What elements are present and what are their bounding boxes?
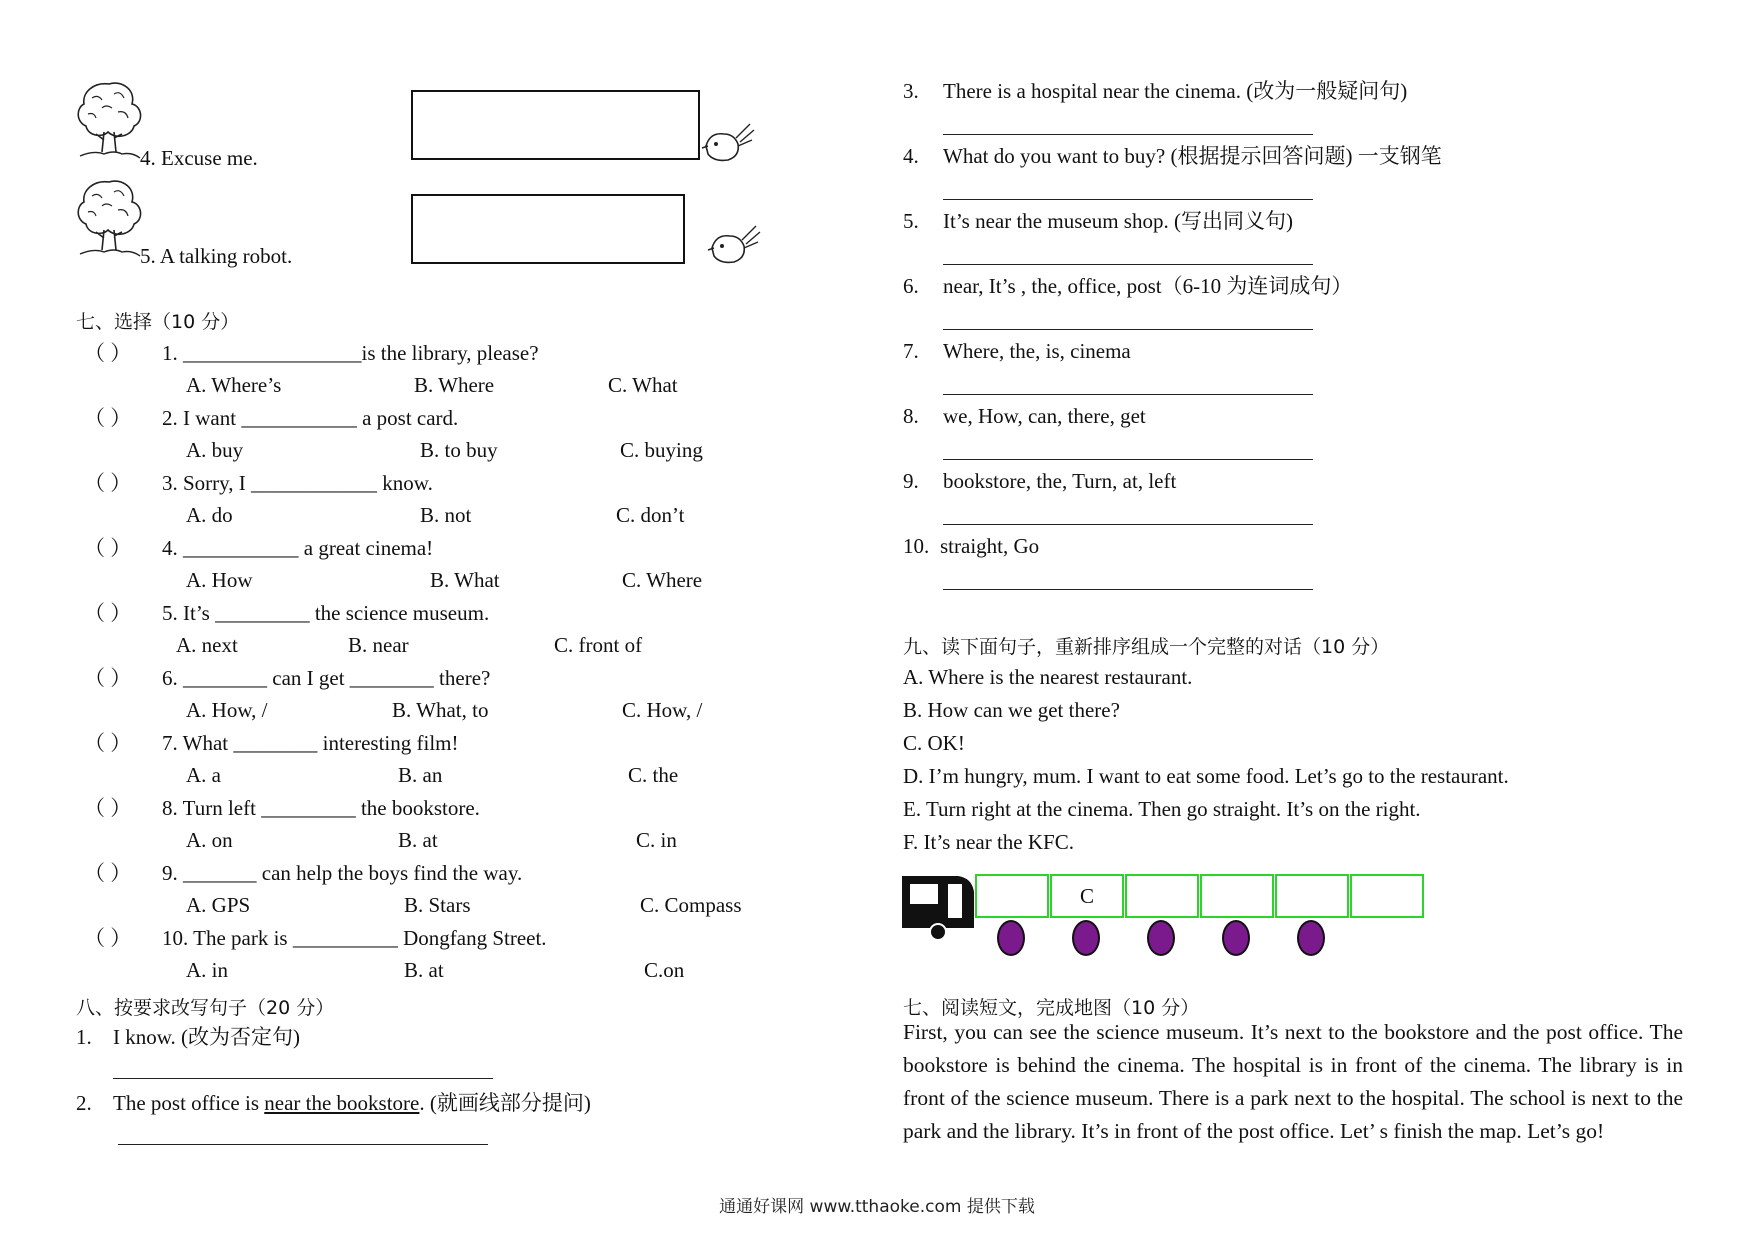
train-car-cell[interactable]	[975, 874, 1049, 918]
choice-option[interactable]: B. near	[348, 633, 409, 657]
question-stem: 1. _________________is the library, please?	[162, 341, 539, 365]
question-stem: 2. I want ___________ a post card.	[162, 406, 459, 430]
choice-option[interactable]: A. next	[176, 633, 238, 657]
choice-option[interactable]: A. on	[186, 828, 233, 852]
train-car-cell[interactable]: C	[1050, 874, 1124, 918]
dialog-line: D. I’m hungry, mum. I want to eat some food. Let’s go to the restaurant.	[903, 764, 1509, 788]
choice-option[interactable]: A. buy	[186, 438, 244, 462]
rewrite-question-number: 4.	[903, 144, 919, 168]
train-wheel	[1072, 920, 1100, 956]
rewrite-question-number: 3.	[903, 79, 919, 103]
tree-icon	[74, 176, 144, 260]
question-stem: 6. ________ can I get ________ there?	[162, 666, 491, 690]
question-stem: 5. It’s _________ the science museum.	[162, 601, 490, 625]
rewrite-question-text: straight, Go	[940, 534, 1040, 558]
rewrite-question-text: Where, the, is, cinema	[943, 339, 1131, 363]
answer-parentheses[interactable]: （ ）	[84, 406, 132, 430]
footer-credit: 通通好课网 www.tthaoke.com 提供下载	[719, 1197, 1035, 1217]
question-stem: 4. ___________ a great cinema!	[162, 536, 434, 560]
train-wheel	[1297, 920, 1325, 956]
choice-option[interactable]: A. Where’s	[186, 373, 282, 397]
rewrite-question-text: What do you want to buy? (根据提示回答问题) 一支钢笔	[943, 144, 1442, 168]
train-car-cell[interactable]	[1125, 874, 1199, 918]
choice-option[interactable]: B. Stars	[404, 893, 471, 917]
rewrite-q2-num: 2.	[76, 1091, 92, 1115]
section-8-title: 八、按要求改写句子（20 分）	[76, 997, 335, 1019]
choice-option[interactable]: B. Where	[414, 373, 495, 397]
choice-option[interactable]: B. What, to	[392, 698, 489, 722]
rewrite-answer-line[interactable]	[943, 329, 1313, 330]
dialog-line: A. Where is the nearest restaurant.	[903, 665, 1193, 689]
dialog-line: E. Turn right at the cinema. Then go straight. It’s on the right.	[903, 797, 1421, 821]
answer-parentheses[interactable]: （ ）	[84, 341, 132, 365]
answer-parentheses[interactable]: （ ）	[84, 861, 132, 885]
rewrite-answer-line[interactable]	[943, 264, 1313, 265]
bird-icon	[700, 120, 756, 168]
choice-option[interactable]: A. a	[186, 763, 221, 787]
choice-option[interactable]: C.on	[644, 958, 685, 982]
reading-title: 七、阅读短文，完成地图（10 分）	[903, 997, 1200, 1019]
rewrite-q1-num: 1.	[76, 1025, 92, 1049]
question-stem: 8. Turn left _________ the bookstore.	[162, 796, 480, 820]
train-car-cell[interactable]	[1350, 874, 1424, 918]
train-engine-icon	[898, 870, 978, 942]
choice-option[interactable]: B. an	[398, 763, 443, 787]
choice-option[interactable]: A. GPS	[186, 893, 251, 917]
choice-option[interactable]: B. at	[398, 828, 438, 852]
rewrite-q2-text: The post office is near the bookstore. (就画线部分提问)	[113, 1091, 591, 1115]
choice-option[interactable]: C. What	[608, 373, 678, 397]
answer-parentheses[interactable]: （ ）	[84, 731, 132, 755]
choice-option[interactable]: C. Compass	[640, 893, 742, 917]
question-stem: 3. Sorry, I ____________ know.	[162, 471, 433, 495]
rewrite-question-text: we, How, can, there, get	[943, 404, 1146, 428]
answer-parentheses[interactable]: （ ）	[84, 536, 132, 560]
answer-parentheses[interactable]: （ ）	[84, 666, 132, 690]
dialog-line: B. How can we get there?	[903, 698, 1120, 722]
rewrite-answer-line[interactable]	[943, 524, 1313, 525]
train-wheel	[997, 920, 1025, 956]
choice-option[interactable]: C. don’t	[616, 503, 685, 527]
choice-option[interactable]: C. in	[636, 828, 677, 852]
rewrite-q2-answer-line[interactable]	[118, 1144, 488, 1145]
answer-parentheses[interactable]: （ ）	[84, 796, 132, 820]
question-stem: 7. What ________ interesting film!	[162, 731, 459, 755]
section-7-title: 七、选择（10 分）	[76, 311, 240, 333]
choice-option[interactable]: C. the	[628, 763, 679, 787]
question-stem: 9. _______ can help the boys find the way.	[162, 861, 523, 885]
q4-answer-box[interactable]	[411, 90, 700, 160]
choice-option[interactable]: C. How, /	[622, 698, 703, 722]
answer-parentheses[interactable]: （ ）	[84, 471, 132, 495]
rewrite-q1-text: I know. (改为否定句)	[113, 1025, 301, 1049]
choice-option[interactable]: A. do	[186, 503, 233, 527]
choice-option[interactable]: C. front of	[554, 633, 643, 657]
answer-parentheses[interactable]: （ ）	[84, 926, 132, 950]
rewrite-question-text: It’s near the museum shop. (写出同义句)	[943, 209, 1293, 233]
rewrite-question-text: near, It’s , the, office, post（6-10 为连词成句）	[943, 274, 1353, 298]
question-stem: 10. The park is __________ Dongfang Street.	[162, 926, 547, 950]
train-car-cell[interactable]	[1200, 874, 1274, 918]
train-car-cell[interactable]	[1275, 874, 1349, 918]
reading-paragraph: First, you can see the science museum. It’s next to the bookstore and the post office. The bookstore is behind the cinema. The hospital is in front of the cinema. The library is in front of the science museum. There is a park next to the hospital. The school is next to the park and the library. It’s in front of the post office. Let’ s finish the map. Let’s go!	[903, 1020, 1683, 1143]
answer-parentheses[interactable]: （ ）	[84, 601, 132, 625]
train-wheel	[1222, 920, 1250, 956]
dialog-line: C. OK!	[903, 731, 965, 755]
rewrite-question-number: 7.	[903, 339, 919, 363]
choice-option[interactable]: A. How, /	[186, 698, 268, 722]
rewrite-question-number: 10.	[903, 534, 930, 558]
choice-option[interactable]: C. Where	[622, 568, 703, 592]
rewrite-question-number: 8.	[903, 404, 919, 428]
choice-option[interactable]: A. in	[186, 958, 228, 982]
choice-option[interactable]: A. How	[186, 568, 253, 592]
rewrite-answer-line[interactable]	[943, 589, 1313, 590]
choice-option[interactable]: B. at	[404, 958, 444, 982]
rewrite-question-number: 6.	[903, 274, 919, 298]
dialog-line: F. It’s near the KFC.	[903, 830, 1074, 854]
rewrite-answer-line[interactable]	[943, 459, 1313, 460]
tree-icon	[74, 78, 144, 162]
rewrite-question-text: There is a hospital near the cinema. (改为一般疑问句)	[943, 79, 1408, 103]
rewrite-answer-line[interactable]	[943, 394, 1313, 395]
rewrite-q1-answer-line[interactable]	[113, 1078, 493, 1079]
choice-option[interactable]: B. not	[420, 503, 472, 527]
rewrite-question-text: bookstore, the, Turn, at, left	[943, 469, 1177, 493]
rewrite-answer-line[interactable]	[943, 134, 1313, 135]
choice-option[interactable]: B. What	[430, 568, 500, 592]
bird-icon	[706, 222, 762, 270]
q5-label: 5. A talking robot.	[140, 244, 293, 268]
rewrite-answer-line[interactable]	[943, 199, 1313, 200]
choice-option[interactable]: B. to buy	[420, 438, 498, 462]
q4-label: 4. Excuse me.	[140, 146, 258, 170]
train-wheel	[1147, 920, 1175, 956]
rewrite-question-number: 5.	[903, 209, 919, 233]
underlined-phrase: near the bookstore	[264, 1091, 420, 1115]
rewrite-question-number: 9.	[903, 469, 919, 493]
q5-answer-box[interactable]	[411, 194, 685, 264]
section-9-title: 九、读下面句子，重新排序组成一个完整的对话（10 分）	[903, 636, 1390, 658]
choice-option[interactable]: C. buying	[620, 438, 703, 462]
